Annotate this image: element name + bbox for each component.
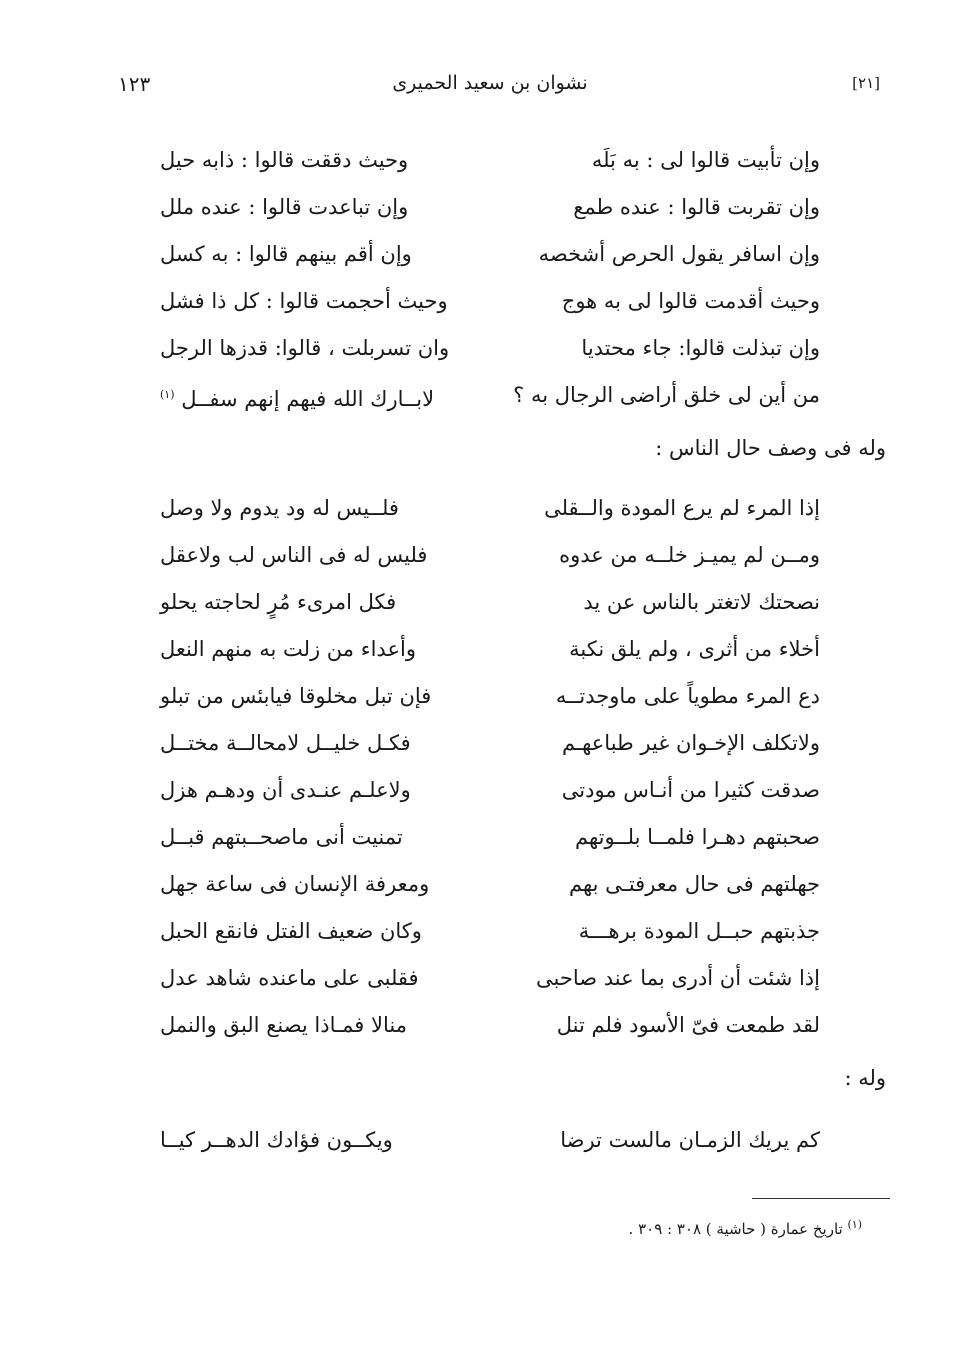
verse-second-hemistich: وإن أقم بينهم قالوا : به كسل xyxy=(160,242,412,266)
verse-second-hemistich: وإن تباعدت قالوا : عنده ملل xyxy=(160,195,409,219)
verse xyxy=(160,1007,820,1054)
verse-first-hemistich: ولاتكلف الإخـوان غير طباعهـم xyxy=(561,731,820,755)
verse xyxy=(160,1122,820,1169)
verse-second-hemistich: وكان ضعيف الفتل فانقع الحبل xyxy=(160,919,422,943)
verse-second-hemistich: تمنيت أنى ماصحــبتهم قبــل xyxy=(160,825,403,849)
footnote-reference: (١) xyxy=(160,388,175,401)
verse-first-hemistich: صدقت كثيرا من أنـاس مودتى xyxy=(561,778,820,802)
verse xyxy=(160,631,820,678)
verse-first-hemistich: لقد طمعت فىّ الأسود فلم تنل xyxy=(556,1013,820,1037)
verse xyxy=(160,283,820,330)
verse-second-hemistich: فليس له فى الناس لب ولاعقل xyxy=(160,543,428,567)
page-header xyxy=(100,72,880,106)
verse-first-hemistich: ومــن لم يميـز خلــه من عدوه xyxy=(559,543,820,567)
footnote xyxy=(629,1218,862,1238)
verse-second-hemistich: فلــيس له ود يدوم ولا وصل xyxy=(160,496,399,520)
verse-second-hemistich: ولاعلـم عنـدى أن ودهـم هزل xyxy=(160,778,411,802)
verse-second-hemistich: فقلبى على ماعنده شاهد عدل xyxy=(160,966,419,990)
verse-first-hemistich: من أين لى خلق أراضى الرجال به ؟ xyxy=(513,383,820,407)
verse-second-hemistich: وان تسربلت ، قالوا: قدزها الرجل xyxy=(160,336,450,360)
poem-3-intro: وله : xyxy=(844,1066,886,1090)
verse xyxy=(160,772,820,819)
verse xyxy=(160,377,820,424)
verse-second-hemistich: ومعرفة الإنسان فى ساعة جهل xyxy=(160,872,430,896)
verse-second-hemistich xyxy=(160,377,478,417)
verse-second-hemistich: فكل امرىء مُرٍ لحاجته يحلو xyxy=(160,590,397,614)
verse-first-hemistich: إذا المرء لم يرع المودة والــقلى xyxy=(544,496,820,520)
poem-2 xyxy=(160,490,820,1054)
poem-2-intro: وله فى وصف حال الناس : xyxy=(655,436,886,460)
verse xyxy=(160,866,820,913)
verse-second-hemistich: وحيث أحجمت قالوا : كل ذا فشل xyxy=(160,289,448,313)
verse-second-hemistich: فإن تبل مخلوقا فيابئس من تبلو xyxy=(160,684,432,708)
verse-first-hemistich: صحبتهم دهـرا فلمــا بلــوتهم xyxy=(574,825,820,849)
verse-first-hemistich: وإن تقربت قالوا : عنده طمع xyxy=(573,195,820,219)
verse-second-hemistich: منالا فمـاذا يصنع البق والنمل xyxy=(160,1013,407,1037)
poem-1 xyxy=(160,142,820,424)
verse xyxy=(160,819,820,866)
verse xyxy=(160,490,820,537)
running-title: نشوان بن سعيد الحميرى xyxy=(392,72,588,94)
verse xyxy=(160,236,820,283)
verse-second-hemistich: فكـل خليــل لامحالــة مختــل xyxy=(160,731,411,755)
page-number: ١٢٣ xyxy=(118,72,151,96)
verse-first-hemistich: كم يريك الزمـان مالست ترضا xyxy=(560,1128,820,1152)
footnote-text: تاريخ عمارة ( حاشية ) ٣٠٨ : ٣٠٩ . xyxy=(628,1220,843,1238)
verse-second-hemistich: ويكــون فؤادك الدهــر كيــا xyxy=(160,1128,393,1152)
verse-first-hemistich: نصحتك لاتغتر بالناس عن يد xyxy=(583,590,820,614)
footnote-mark: (١) xyxy=(847,1218,862,1231)
verse-first-hemistich: دع المرء مطوياً على ماوجدتــه xyxy=(555,684,820,708)
verse-second-hemistich: وحيث دققت قالوا : ذابه حيل xyxy=(160,148,409,172)
verse xyxy=(160,678,820,725)
verse xyxy=(160,725,820,772)
verse-first-hemistich: وحيث أقدمت قالوا لى به هوج xyxy=(561,289,820,313)
verse-first-hemistich: وإن تبذلت قالوا: جاء محتديا xyxy=(581,336,820,360)
verse xyxy=(160,142,820,189)
verse xyxy=(160,537,820,584)
verse xyxy=(160,584,820,631)
hemistich-text: لابــارك الله فيهم إنهم سفــل xyxy=(181,387,435,411)
verse-first-hemistich: أخلاء من أثرى ، ولم يلق نكبة xyxy=(569,637,820,661)
verse-first-hemistich: وإن تأبيت قالوا لى : به بَلَه xyxy=(591,148,820,172)
verse xyxy=(160,189,820,236)
verse xyxy=(160,913,820,960)
verse xyxy=(160,960,820,1007)
verse-first-hemistich: جذبتهم حبــل المودة برهـــة xyxy=(578,919,820,943)
section-reference: [٢١] xyxy=(852,74,880,92)
footnote-rule xyxy=(752,1198,890,1199)
verse-first-hemistich: وإن اسافر يقول الحرص أشخصه xyxy=(538,242,820,266)
verse-first-hemistich: جهلتهم فى حال معرفتـى بهم xyxy=(569,872,820,896)
verse-first-hemistich: إذا شئت أن أدرى بما عند صاحبى xyxy=(536,966,820,990)
verse-second-hemistich: وأعداء من زلت به منهم النعل xyxy=(160,637,416,661)
verse xyxy=(160,330,820,377)
poem-3 xyxy=(160,1122,820,1169)
